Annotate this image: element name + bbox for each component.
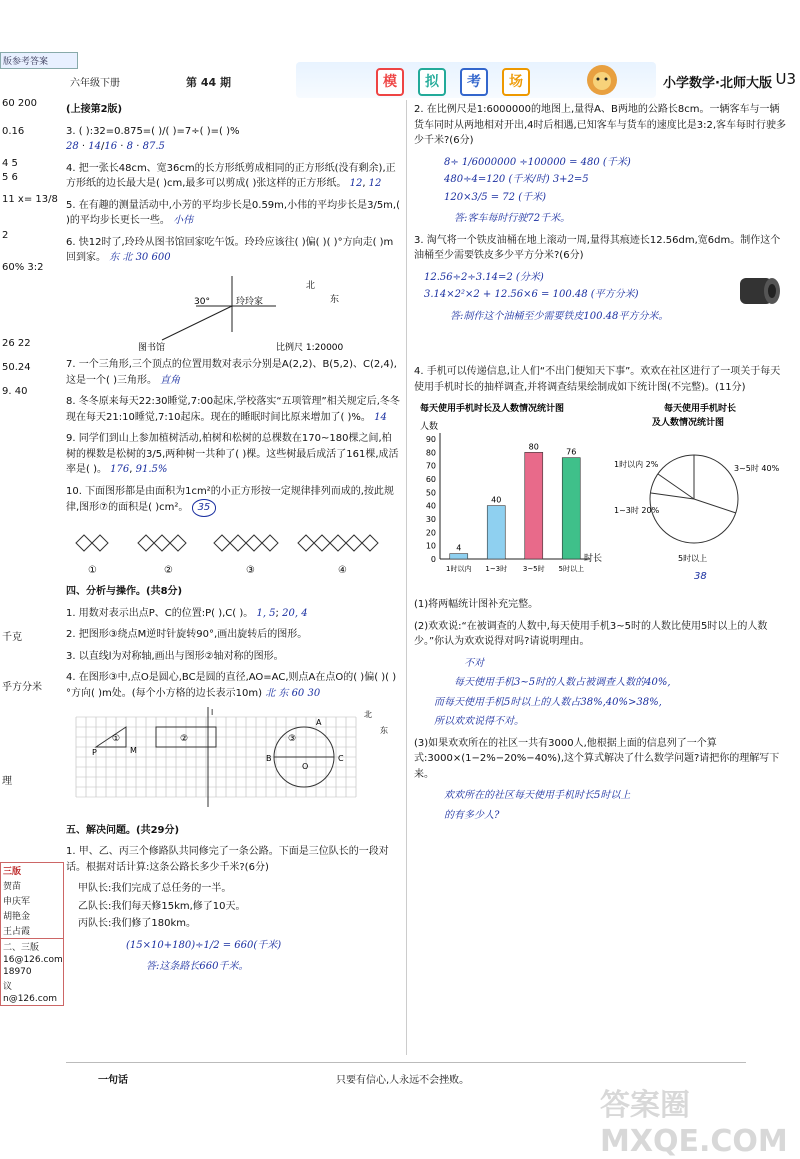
contact-line: 议	[3, 982, 13, 992]
y-tick-label: 10	[425, 541, 436, 551]
handwritten-answer: 的有多少人?	[444, 809, 500, 821]
point-B: B	[266, 754, 272, 763]
question-text: 9. 同学们到山上参加植树活动,柏树和松树的总棵数在170~180棵之间,柏树的棵数是松树的3/5,两种树一共种了( )棵。这些树最后成活了161棵,成活率是( )。	[66, 433, 399, 475]
north-label: 北	[364, 710, 372, 719]
question-3: 3. ( ):32=0.875=( )/( )=7÷( )=( )% 28 · 14/16 · 8 · 87.5	[66, 125, 240, 152]
handwritten-work: 8÷ 1/6000000 ÷100000 = 480 (千米)	[444, 156, 631, 168]
strip-line: 60% 3:2	[2, 262, 44, 273]
bar	[487, 506, 505, 559]
bar	[525, 452, 543, 559]
handwritten-work: 3.14×2²×2 + 12.56×6 = 100.48 (平方分米)	[424, 289, 639, 300]
handwritten-answer: 答:客车每时行驶72千米。	[454, 213, 571, 224]
answer: 28	[66, 141, 79, 152]
contact-line: n@126.com	[3, 994, 57, 1004]
column-divider	[406, 100, 407, 1055]
grade-label: 六年级下册	[70, 78, 120, 89]
east-label: 东	[380, 726, 388, 735]
dialog-line: 甲队长:我们完成了总任务的一半。	[78, 883, 232, 894]
answer: 35	[192, 499, 217, 517]
x-tick-label: 5时以上	[558, 565, 584, 573]
x-tick-label: 3~5时	[522, 565, 545, 573]
grid-figure	[66, 707, 396, 817]
x-tick-label: 1时以内	[446, 565, 472, 573]
answer: 30	[135, 252, 149, 263]
question-5	[66, 198, 400, 229]
question-text: 5. 在有趣的测量活动中,小芳的平均步长是0.59m,小伟的平均步长是3/5m,( )的平均步长更长一些。	[66, 199, 400, 226]
answer: 东	[109, 252, 120, 263]
page-header	[66, 62, 800, 98]
handwritten-work: (15×10+180)÷1/2 = 660(千米)	[126, 939, 282, 951]
continued-note: (上接第2版)	[66, 104, 123, 115]
y-tick-label: 50	[425, 488, 436, 498]
pie-label: 1时以内 2%	[614, 460, 659, 469]
east-label: 东	[330, 294, 340, 305]
contact-line: 18970	[3, 967, 32, 977]
question-4: 4. 把一张长48cm、宽36cm的长方形纸剪成相同的正方形纸(没有剩余),正方形纸的边长最大是( )cm,最多可以剪成( )张这样的正方形纸。 12, 12	[66, 162, 396, 189]
bar-chart	[414, 401, 614, 597]
bar	[562, 458, 580, 559]
handwritten-answer: 每天使用手机3~5时的人数占被调查人数的40%,	[454, 677, 671, 688]
left-column	[66, 102, 400, 981]
answer: 91.5%	[135, 464, 168, 475]
strip-line: 50.24	[2, 362, 31, 373]
lion-mascot-icon	[582, 63, 622, 97]
point-M: M	[130, 746, 137, 755]
sub-question-3: (3)如果欢欢所在的社区一共有3000人,他根据上面的信息列了一个算式:3000×(1−2%−20%−40%),这个算式解决了什么数学问题?请把你的理解写下来。	[414, 737, 780, 780]
map-figure	[66, 272, 396, 352]
north-label: 北	[306, 280, 316, 291]
question-6	[66, 235, 400, 266]
angle-label: 30°	[194, 296, 210, 307]
x-axis-label: 时长	[584, 554, 603, 564]
shape-2: ②	[180, 734, 189, 744]
strip-line: 60 200	[2, 98, 37, 109]
point-O: O	[302, 762, 309, 771]
answer: 东	[278, 687, 289, 699]
answers-tab: 版参考答案	[0, 52, 78, 69]
handwritten-work: 12.56÷2÷3.14=2 (分米)	[424, 271, 544, 283]
answer: 14	[374, 411, 387, 423]
figure-label: ①	[88, 564, 97, 576]
x-tick-label: 1~3时	[485, 565, 508, 573]
bar	[450, 554, 468, 559]
contact-line: 16@126.com	[3, 955, 63, 965]
sub-question-1: (1)将两幅统计图补充完整。	[414, 599, 539, 610]
handwritten-answer: 而每天使用手机5时以上的人数占38%,40%>38%,	[434, 696, 662, 708]
editor-name: 王占霞	[3, 927, 31, 937]
question-text: 3. ( ):32=0.875=( )/( )=7÷( )=( )%	[66, 125, 240, 137]
question-8	[66, 394, 400, 425]
answer: 8	[126, 141, 134, 152]
footer-motto: 只要有信心,人永远不会挫败。	[336, 1075, 470, 1086]
strip-line: 乎方分米	[2, 682, 42, 693]
y-tick-label: 40	[425, 501, 436, 511]
pie-answer: 38	[694, 571, 707, 582]
pie-label: 1~3时 20%	[614, 506, 660, 515]
strip-line: 5 6	[2, 172, 18, 183]
banner	[296, 62, 656, 98]
strip-line: 理	[2, 776, 12, 787]
editors-box	[0, 862, 64, 1006]
banner-char: 场	[502, 68, 530, 96]
question-text: 10. 下面图形都是由面积为1cm²的小正方形按一定规律排列而成的,按此规律,图形⑦的面积是( )cm²。	[66, 485, 394, 513]
answer: 14	[88, 141, 102, 152]
handwritten-answer: 答:这条路长660千米。	[146, 961, 249, 972]
question-text: 4. 在图形③中,点O是圆心,BC是圆的直径,AO=AC,则点A在点O的( )偏( )( )°方向( )m处。(每个小方格的边长表示10m)	[66, 672, 397, 699]
strip-line: 2	[2, 230, 9, 241]
question-7	[66, 357, 400, 388]
s4-question-1: 1. 用数对表示出点P、C的位置:P( ),C( )。 1, 5; 20, 4	[66, 607, 308, 619]
question-2: 2. 在比例尺是1:6000000的地图上,量得A、B两地的公路长8cm。一辆客车与一辆货车同时从两地相对开出,4时后相遇,已知客车与货车的速度比是3:2,客车每时行驶多少千米?(6分)	[414, 104, 786, 146]
answer: 12	[349, 178, 363, 189]
banner-char: 模	[376, 68, 404, 96]
figure-label: ③	[246, 564, 255, 576]
y-tick-label: 30	[425, 515, 436, 524]
editor-name: 贺苗	[3, 882, 22, 892]
shape-3: ③	[288, 734, 297, 744]
editor-name: 申庆军	[3, 897, 31, 907]
strip-line: 26 22	[2, 338, 31, 349]
data-label: 76	[566, 447, 577, 457]
strip-line: 9. 40	[2, 386, 28, 397]
y-tick-label: 90	[425, 435, 436, 444]
answer: 北	[265, 687, 276, 699]
q3-work-area	[414, 270, 786, 303]
data-label: 80	[528, 442, 539, 452]
chart-title: 每天使用手机时长及人数情况统计图	[420, 404, 565, 414]
question-text: 4. 把一张长48cm、宽36cm的长方形纸剪成相同的正方形纸(没有剩余),正方形纸的边长最大是( )cm,最多可以剪成( )张这样的正方形纸。	[66, 162, 396, 189]
sub-question-2: (2)欢欢说:“在被调查的人数中,每天使用手机3~5时的人数比使用5时以上的人数少。”你认为欢欢说得对吗?请说明理由。	[414, 620, 768, 647]
y-tick-label: 70	[425, 461, 436, 471]
strip-line: 千克	[2, 632, 22, 643]
line-l: l	[211, 708, 214, 717]
answer: 60	[291, 687, 305, 699]
pie-title: 每天使用手机时长	[664, 404, 737, 414]
home-label: 玲玲家	[236, 296, 264, 307]
right-column	[414, 102, 786, 829]
strip-line: 4 5	[2, 158, 18, 169]
pie-label: 3~5时 40%	[734, 464, 780, 473]
strip-line: 0.16	[2, 126, 25, 137]
data-label: 40	[491, 495, 502, 505]
s5-question-1: 1. 甲、乙、丙三个修路队共同修完了一条公路。下面是三位队长的一段对话。根据对话计算:这条公路长多少千米?(6分)	[66, 846, 389, 873]
section-5-title: 五、解决问题。(共29分)	[66, 824, 180, 836]
pattern-figures	[66, 523, 396, 579]
handwritten-work: 120×3/5 = 72 (千米)	[444, 191, 547, 203]
question-text: 7. 一个三角形,三个顶点的位置用数对表示分别是A(2,2)、B(5,2)、C(2,4),这是一个( )三角形。	[66, 359, 397, 386]
data-label: 4	[456, 543, 462, 553]
watermark: 答案圈 MXQE.COM	[600, 1088, 788, 1159]
handwritten-answer: 所以欢欢说得不对。	[434, 716, 524, 727]
point-C: C	[338, 754, 344, 763]
charts-area	[414, 401, 786, 597]
answer: 176	[110, 464, 130, 475]
strip-line: 11 x= 13/8	[2, 194, 58, 205]
y-tick-label: 60	[425, 475, 436, 484]
s4-question-2: 2. 把图形③绕点M逆时针旋转90°,画出旋转后的图形。	[66, 629, 308, 640]
answer: 12	[368, 178, 382, 189]
answer: 北	[122, 252, 133, 263]
question-text: 8. 冬冬原来每天22:30睡觉,7:00起床,学校落实“五项管理”相关规定后,冬冬现在每天21:10睡觉,7:10起床。现在的睡眠时间比原来增加了( )%。	[66, 396, 400, 423]
dialog-line: 丙队长:我们修了180km。	[78, 918, 196, 929]
y-tick-label: 0	[430, 555, 436, 564]
pie-label: 5时以上	[678, 554, 708, 563]
handwritten-work: 480÷4=120 (千米/时) 3+2=5	[444, 174, 589, 185]
banner-char: 拟	[418, 68, 446, 96]
answer: 1, 5	[256, 607, 276, 619]
answer: 30	[307, 687, 321, 699]
s4-question-3: 3. 以直线l为对称轴,画出与图形②轴对称的图形。	[66, 650, 284, 662]
dialog-line: 乙队长:我们每天修15km,修了10天。	[78, 900, 246, 912]
figure-label: ④	[338, 564, 347, 576]
y-tick-label: 20	[425, 528, 436, 538]
pie-title: 及人数情况统计图	[652, 418, 725, 428]
footer-label: 一句话	[98, 1075, 128, 1086]
question-3: 3. 淘气将一个铁皮油桶在地上滚动一周,量得其痕迹长12.56dm,宽6dm。制作这个油桶至少需要铁皮多少平方分米?(6分)	[414, 234, 781, 261]
y-axis-label: 人数	[420, 422, 439, 432]
pie-chart	[614, 401, 784, 597]
answer: 16	[104, 141, 118, 152]
answer: 20, 4	[282, 607, 308, 619]
editors-title: 三版	[3, 867, 22, 877]
scale-label: 比例尺 1:20000	[276, 342, 344, 352]
editor-name: 胡艳金	[3, 912, 31, 922]
page-code: U3	[775, 70, 796, 88]
question-4: 4. 手机可以传递信息,让人们“不出门便知天下事”。欢欢在社区进行了一项关于每天使用手机时长的抽样调查,并将调查结果绘制成如下统计图(不完整)。(11分)	[414, 366, 781, 393]
answer: 600	[151, 252, 171, 263]
y-tick-label: 80	[425, 448, 436, 458]
answer: 87.5	[142, 141, 165, 152]
library-label: 图书馆	[138, 342, 166, 352]
section-4-title: 四、分析与操作。(共8分)	[66, 586, 183, 597]
banner-char: 考	[460, 68, 488, 96]
oil-drum-icon	[736, 270, 786, 310]
answer: 直角	[160, 374, 181, 386]
question-9: 9. 同学们到山上参加植树活动,柏树和松树的总棵数在170~180棵之间,柏树的棵数是松树的3/5,两种树一共种了( )棵。这些树最后成活了161棵,成活率是( )。 176, 91.5%	[66, 433, 399, 475]
shape-1: ①	[112, 734, 121, 744]
figure-label: ②	[164, 564, 173, 576]
point-P: P	[92, 748, 97, 757]
point-A: A	[316, 718, 322, 727]
s4-question-4	[66, 670, 400, 701]
answer: 小伟	[173, 215, 194, 226]
question-text: 1. 用数对表示出点P、C的位置:P( ),C( )。	[66, 607, 254, 619]
issue-number: 第 44 期	[186, 76, 231, 89]
handwritten-answer: 答:制作这个油桶至少需要铁皮100.48平方分米。	[450, 310, 669, 322]
handwritten-answer: 不对	[464, 657, 484, 669]
question-text: 6. 快12时了,玲玲从图书馆回家吃午饭。玲玲应该往( )偏( )( )°方向走( )m回到家。	[66, 236, 394, 263]
handwritten-answer: 欢欢所在的社区每天使用手机时长5时以上	[444, 790, 631, 801]
question-10	[66, 484, 400, 517]
subject-label: 小学数学·北师大版	[663, 76, 772, 91]
contact-line: 二、三版	[1, 938, 63, 954]
